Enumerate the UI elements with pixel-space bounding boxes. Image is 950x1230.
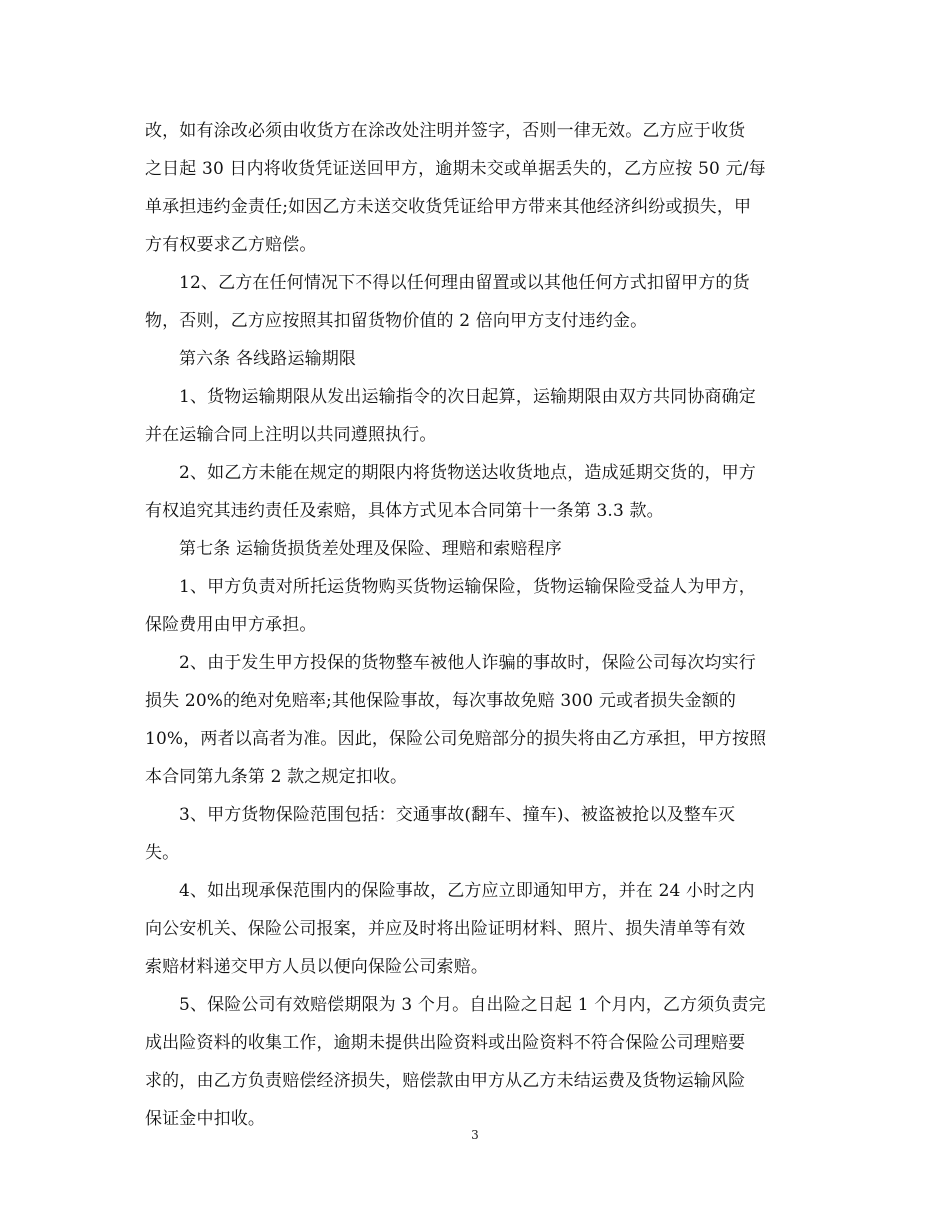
document-body [145,112,810,1138]
text-line: 损失 20%的绝对免赔率;其他保险事故，每次事故免赔 300 元或者损失金额的 [145,691,737,711]
text-line: 成出险资料的收集工作，逾期未提供出险资料或出险资料不符合保险公司理赔要 [145,1033,746,1053]
text-line: 5、保险公司有效赔偿期限为 3 个月。自出险之日起 1 个月内，乙方须负责完 [179,995,766,1015]
page-number: 3 [471,1128,479,1142]
text-line: 求的，由乙方负责赔偿经济损失，赔偿款由甲方从乙方未结运费及货物运输风险 [145,1071,746,1091]
text-line: 并在运输合同上注明以共同遵照执行。 [145,425,437,445]
text-line: 12、乙方在任何情况下不得以任何理由留置或以其他任何方式扣留甲方的货 [179,273,750,293]
text-line: 保证金中扣收。 [145,1109,266,1129]
text-line: 4、如出现承保范围内的保险事故，乙方应立即通知甲方，并在 24 小时之内 [179,881,755,901]
text-line: 向公安机关、保险公司报案，并应及时将出险证明材料、照片、损失清单等有效 [145,919,746,939]
text-line: 10%，两者以高者为准。因此，保险公司免赔部分的损失将由乙方承担，甲方按照 [145,729,767,749]
text-line: 3、甲方货物保险范围包括：交通事故(翻车、撞车)、被盗被抢以及整车灭 [179,805,736,825]
text-line: 物，否则，乙方应按照其扣留货物价值的 2 倍向甲方支付违约金。 [145,311,648,331]
text-line: 2、由于发生甲方投保的货物整车被他人诈骗的事故时，保险公司每次均实行 [179,653,756,673]
text-line: 失。 [145,843,180,863]
text-line: 之日起 30 日内将收货凭证送回甲方，逾期未交或单据丢失的，乙方应按 50 元/每 [145,159,766,179]
text-line: 1、货物运输期限从发出运输指令的次日起算，运输期限由双方共同协商确定 [179,387,756,407]
text-line: 2、如乙方未能在规定的期限内将货物送达收货地点，造成延期交货的，甲方 [179,463,756,483]
text-line: 1、甲方负责对所托运货物购买货物运输保险，货物运输保险受益人为甲方， [179,577,756,597]
text-line: 改，如有涂改必须由收货方在涂改处注明并签字，否则一律无效。乙方应于收货 [145,121,746,141]
text-line: 索赔材料递交甲方人员以便向保险公司索赔。 [145,957,488,977]
section-heading: 第七条 运输货损货差处理及保险、理赔和索赔程序 [179,539,562,559]
text-line: 本合同第九条第 2 款之规定扣收。 [145,767,408,787]
text-line: 方有权要求乙方赔偿。 [145,235,317,255]
text-line: 保险费用由甲方承担。 [145,615,317,635]
section-heading: 第六条 各线路运输期限 [179,349,357,369]
text-line: 单承担违约金责任;如因乙方未送交收货凭证给甲方带来其他经济纠纷或损失，甲 [145,197,752,217]
text-line: 有权追究其违约责任及索赔，具体方式见本合同第十一条第 3.3 款。 [145,501,664,521]
